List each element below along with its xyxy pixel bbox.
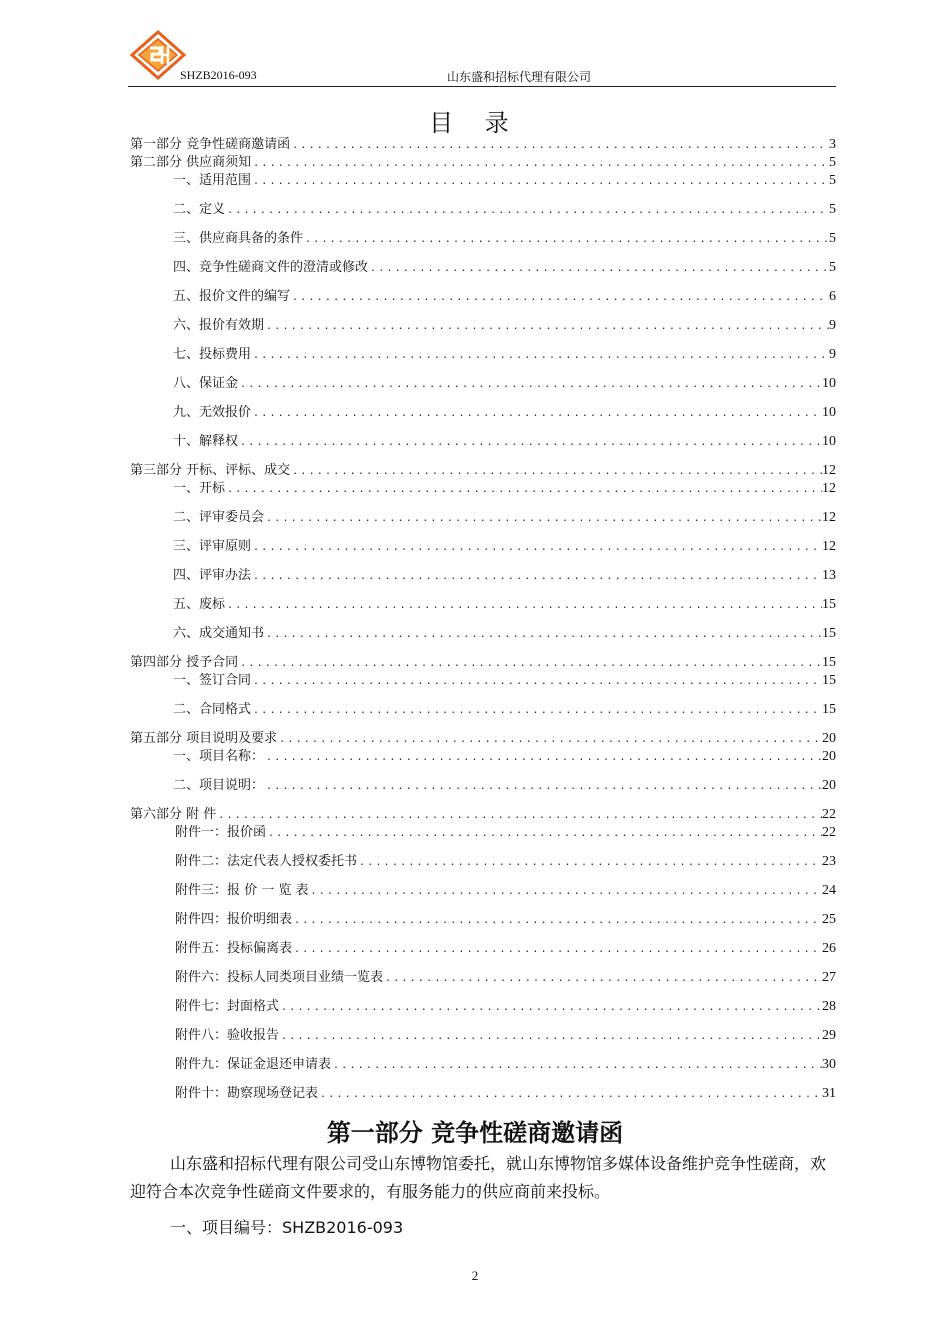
company-name: 山东盛和招标代理有限公司 — [447, 70, 592, 84]
toc-entry[interactable] — [173, 509, 836, 527]
toc-entry[interactable] — [175, 853, 836, 871]
toc-leader-dots — [277, 731, 822, 748]
toc-entry[interactable] — [173, 596, 836, 614]
toc-entry-page: 29 — [822, 1028, 836, 1043]
toc-entry-label: 第六部分 附 件 — [130, 807, 217, 822]
toc-entry-page: 5 — [829, 260, 836, 275]
toc-entry-page: 23 — [822, 854, 836, 869]
toc-entry-label: 一、签订合同 — [173, 673, 252, 688]
toc-entry-label: 附件十：勘察现场登记表 — [175, 1086, 319, 1101]
toc-entry-label: 第一部分 竞争性磋商邀请函 — [130, 137, 291, 152]
toc-leader-dots — [216, 807, 822, 824]
toc-entry-label: 附件四：报价明细表 — [175, 912, 293, 927]
toc-leader-dots — [251, 155, 829, 172]
toc-entry-page: 15 — [822, 702, 836, 717]
toc-entry-label: 二、评审委员会 — [173, 510, 265, 525]
toc-entry-page: 27 — [822, 970, 836, 985]
toc-entry-label: 一、项目名称： — [173, 749, 265, 764]
toc-leader-dots — [264, 778, 822, 795]
toc-entry[interactable] — [173, 172, 836, 190]
toc-entry[interactable] — [130, 136, 836, 154]
toc-leader-dots — [264, 626, 822, 643]
toc-leader-dots — [251, 347, 829, 364]
toc-leader-dots — [251, 405, 822, 422]
toc-entry[interactable] — [173, 404, 836, 422]
toc-title: 目 录 — [429, 109, 521, 137]
toc-entry-page: 15 — [822, 626, 836, 641]
toc-entry-label: 二、项目说明： — [173, 778, 265, 793]
toc-leader-dots — [238, 434, 822, 451]
toc-leader-dots — [292, 941, 822, 958]
toc-leader-dots — [238, 376, 822, 393]
toc-leader-dots — [264, 318, 829, 335]
toc-leader-dots — [264, 510, 822, 527]
toc-entry-page: 20 — [822, 778, 836, 793]
toc-entry[interactable] — [173, 538, 836, 556]
toc-entry-page: 22 — [822, 807, 836, 822]
toc-entry[interactable] — [173, 346, 836, 364]
toc-entry-label: 三、评审原则 — [173, 539, 252, 554]
toc-entry-page: 20 — [822, 749, 836, 764]
toc-leader-dots — [292, 912, 822, 929]
toc-entry-label: 附件七：封面格式 — [175, 999, 280, 1014]
toc-entry-label: 五、报价文件的编写 — [173, 289, 291, 304]
header-divider — [128, 86, 836, 87]
toc-entry-page: 5 — [829, 173, 836, 188]
toc-leader-dots — [238, 655, 822, 672]
toc-leader-dots — [251, 539, 822, 556]
toc-entry-page: 22 — [822, 825, 836, 840]
company-logo — [128, 30, 188, 80]
toc-entry[interactable] — [173, 672, 836, 690]
toc-entry-label: 六、报价有效期 — [173, 318, 265, 333]
toc-entry-page: 20 — [822, 731, 836, 746]
toc-entry-label: 二、定义 — [173, 202, 226, 217]
toc-entry-label: 第五部分 项目说明及要求 — [130, 731, 278, 746]
toc-entry[interactable] — [173, 625, 836, 643]
toc-leader-dots — [251, 173, 829, 190]
toc-entry-page: 26 — [822, 941, 836, 956]
toc-entry[interactable] — [173, 375, 836, 393]
toc-entry-page: 12 — [822, 463, 836, 478]
toc-entry[interactable] — [175, 1085, 836, 1103]
toc-entry-page: 9 — [829, 347, 836, 362]
toc-entry-page: 10 — [822, 376, 836, 391]
toc-leader-dots — [225, 597, 822, 614]
toc-entry-label: 附件二：法定代表人授权委托书 — [175, 854, 358, 869]
toc-leader-dots — [279, 1028, 822, 1045]
toc-entry[interactable] — [173, 701, 836, 719]
toc-leader-dots — [368, 260, 829, 277]
toc-entry-page: 12 — [822, 539, 836, 554]
toc-entry[interactable] — [175, 824, 836, 842]
toc-entry-label: 三、供应商具备的条件 — [173, 231, 304, 246]
toc-entry-page: 15 — [822, 597, 836, 612]
toc-entry[interactable] — [130, 654, 836, 672]
project-number-line: 一、项目编号：SHZB2016-093 — [170, 1218, 404, 1237]
toc-entry[interactable] — [175, 940, 836, 958]
toc-entry-label: 附件九：保证金退还申请表 — [175, 1057, 332, 1072]
toc-entry[interactable] — [173, 433, 836, 451]
toc-entry-label: 七、投标费用 — [173, 347, 252, 362]
toc-entry-label: 八、保证金 — [173, 376, 239, 391]
toc-entry-page: 10 — [822, 434, 836, 449]
toc-entry[interactable] — [173, 317, 836, 335]
section-title: 第一部分 竞争性磋商邀请函 — [326, 1119, 624, 1147]
toc-entry[interactable] — [173, 777, 836, 795]
toc-entry-label: 十、解释权 — [173, 434, 239, 449]
toc-entry-label: 四、竞争性磋商文件的澄清或修改 — [173, 260, 369, 275]
page-number: 2 — [471, 1268, 479, 1283]
toc-entry-page: 24 — [822, 883, 836, 898]
toc-entry-label: 四、评审办法 — [173, 568, 252, 583]
toc-entry-page: 6 — [829, 289, 836, 304]
toc-leader-dots — [331, 1057, 822, 1074]
toc-entry-label: 第三部分 开标、评标、成交 — [130, 463, 291, 478]
toc-entry[interactable] — [175, 1027, 836, 1045]
toc-leader-dots — [266, 825, 822, 842]
toc-leader-dots — [290, 463, 822, 480]
toc-entry[interactable] — [175, 911, 836, 929]
toc-leader-dots — [303, 231, 829, 248]
toc-entry[interactable] — [130, 806, 836, 824]
toc-entry[interactable] — [175, 969, 836, 987]
toc-entry-page: 15 — [822, 673, 836, 688]
toc-entry[interactable] — [130, 730, 836, 748]
toc-entry-page: 10 — [822, 405, 836, 420]
toc-entry-label: 附件三：报 价 一 览 表 — [175, 883, 309, 898]
toc-entry-label: 第四部分 授予合同 — [130, 655, 239, 670]
toc-entry-page: 28 — [822, 999, 836, 1014]
toc-entry-page: 30 — [822, 1057, 836, 1072]
toc-entry-label: 二、合同格式 — [173, 702, 252, 717]
toc-entry-page: 5 — [829, 231, 836, 246]
toc-entry-page: 31 — [822, 1086, 836, 1101]
toc-leader-dots — [225, 481, 822, 498]
toc-entry-page: 12 — [822, 481, 836, 496]
toc-leader-dots — [251, 568, 822, 585]
toc-leader-dots — [290, 137, 829, 154]
toc-entry[interactable] — [175, 1056, 836, 1074]
toc-entry[interactable] — [175, 882, 836, 900]
toc-leader-dots — [309, 883, 822, 900]
toc-entry-label: 一、适用范围 — [173, 173, 252, 188]
toc-entry-label: 九、无效报价 — [173, 405, 252, 420]
toc-entry-label: 附件六：投标人同类项目业绩一览表 — [175, 970, 384, 985]
toc-leader-dots — [383, 970, 822, 987]
toc-entry-label: 附件八：验收报告 — [175, 1028, 280, 1043]
toc-entry-page: 12 — [822, 510, 836, 525]
toc-entry-label: 附件五：投标偏离表 — [175, 941, 293, 956]
toc-entry[interactable] — [173, 567, 836, 585]
toc-entry[interactable] — [173, 748, 836, 766]
toc-entry[interactable] — [175, 998, 836, 1016]
toc-entry-label: 一、开标 — [173, 481, 226, 496]
toc-leader-dots — [264, 749, 822, 766]
toc-entry-page: 13 — [822, 568, 836, 583]
toc-entry-label: 第二部分 供应商须知 — [130, 155, 252, 170]
toc-leader-dots — [251, 673, 822, 690]
toc-entry-label: 五、废标 — [173, 597, 226, 612]
toc-entry-page: 3 — [829, 137, 836, 152]
toc-entry-label: 六、成交通知书 — [173, 626, 265, 641]
toc-entry-page: 5 — [829, 155, 836, 170]
toc-entry-page: 9 — [829, 318, 836, 333]
toc-entry[interactable] — [173, 288, 836, 306]
toc-leader-dots — [251, 702, 822, 719]
toc-entry-page: 25 — [822, 912, 836, 927]
toc-entry[interactable] — [173, 201, 836, 219]
toc-leader-dots — [357, 854, 822, 871]
page-header — [128, 30, 836, 90]
toc-entry[interactable] — [130, 462, 836, 480]
document-code: SHZB2016-093 — [180, 68, 257, 82]
toc-leader-dots — [290, 289, 829, 306]
toc-entry-page: 5 — [829, 202, 836, 217]
toc-entry-page: 15 — [822, 655, 836, 670]
toc-leader-dots — [318, 1086, 822, 1103]
invitation-paragraph: 山东盛和招标代理有限公司受山东博物馆委托，就山东博物馆多媒体设备维护竞争性磋商，欢迎符合本次竞争性磋商文件要求的，有服务能力的供应商前来投标。 — [130, 1154, 827, 1201]
toc-leader-dots — [279, 999, 822, 1016]
toc-entry[interactable] — [173, 480, 836, 498]
toc-leader-dots — [225, 202, 829, 219]
toc-entry[interactable] — [173, 259, 836, 277]
toc-entry-label: 附件一：报价函 — [175, 825, 267, 840]
toc-entry[interactable] — [173, 230, 836, 248]
toc-entry[interactable] — [130, 154, 836, 172]
